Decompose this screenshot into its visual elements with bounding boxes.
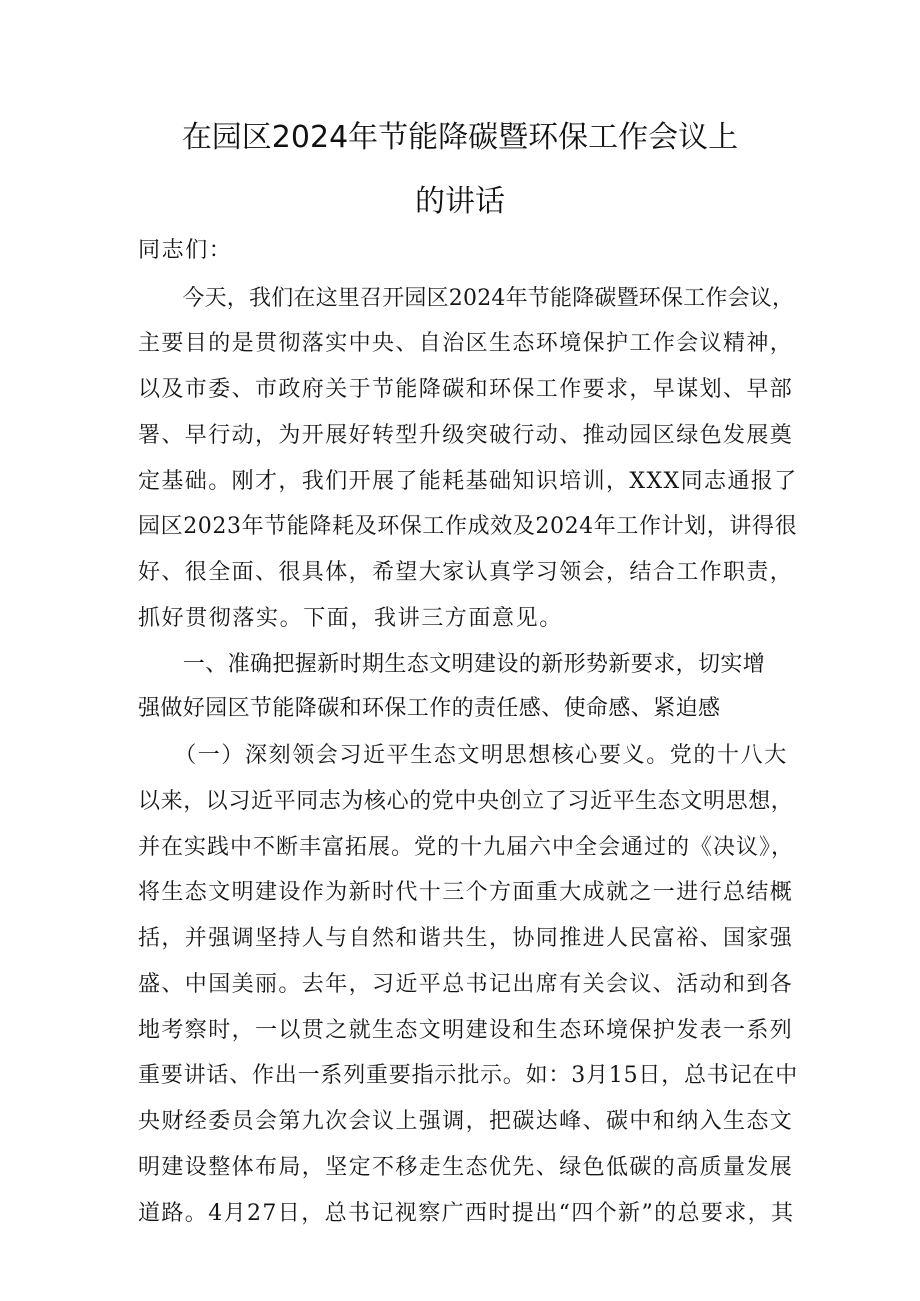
paragraph-line: 好、很全面、很具体，希望大家认真学习领会，结合工作职责， bbox=[138, 560, 794, 585]
paragraph-line: 盛、中国美丽。去年，习近平总书记出席有关会议、活动和到各 bbox=[138, 972, 794, 997]
paragraph-line: 定基础。刚才，我们开展了能耗基础知识培训，XXX同志通报了 bbox=[138, 469, 798, 494]
paragraph-line: 抓好贯彻落实。下面，我讲三方面意见。 bbox=[138, 606, 563, 631]
paragraph-line: 将生态文明建设作为新时代十三个方面重大成就之一进行总结概 bbox=[138, 880, 794, 905]
paragraph-line: 并在实践中不断丰富拓展。党的十九届六中全会通过的《决议》， bbox=[138, 835, 795, 860]
salutation: 同志们： bbox=[138, 238, 233, 263]
paragraph-line: 主要目的是贯彻落实中央、自治区生态环境保护工作会议精神， bbox=[138, 331, 794, 356]
paragraph-line: （一）深刻领会习近平生态文明思想核心要义。党的十八大 bbox=[138, 743, 788, 768]
paragraph-line: 央财经委员会第九次会议上强调，把碳达峰、碳中和纳入生态文 bbox=[138, 1109, 794, 1134]
paragraph-line: 道路。4月27日，总书记视察广西时提出“四个新”的总要求，其 bbox=[138, 1201, 795, 1226]
paragraph-line: 重要讲话、作出一系列重要指示批示。如：3月15日，总书记在中 bbox=[138, 1063, 798, 1088]
document-title-line-1: 在园区2024年节能降碳暨环保工作会议上 bbox=[181, 120, 739, 155]
paragraph-line: 括，并强调坚持人与自然和谐共生，协同推进人民富裕、国家强 bbox=[138, 926, 794, 951]
section-heading-line-2: 强做好园区节能降碳和环保工作的责任感、使命感、紧迫感 bbox=[138, 696, 721, 721]
paragraph-line: 园区2023年节能降耗及环保工作成效及2024年工作计划，讲得很 bbox=[138, 514, 798, 539]
paragraph-line: 明建设整体布局，坚定不移走生态优先、绿色低碳的高质量发展 bbox=[138, 1155, 794, 1180]
paragraph-line: 署、早行动，为开展好转型升级突破行动、推动园区绿色发展奠 bbox=[138, 423, 794, 448]
paragraph-line: 以及市委、市政府关于节能降碳和环保工作要求，早谋划、早部 bbox=[138, 377, 794, 402]
section-heading-line-1: 一、准确把握新时期生态文明建设的新形势新要求，切实增 bbox=[138, 652, 766, 677]
paragraph-line: 以来，以习近平同志为核心的党中央创立了习近平生态文明思想， bbox=[138, 789, 794, 814]
paragraph-line: 地考察时，一以贯之就生态文明建设和生态环境保护发表一系列 bbox=[138, 1018, 794, 1043]
paragraph-line: 今天，我们在这里召开园区2024年节能降碳暨环保工作会议， bbox=[138, 286, 795, 311]
document-title-line-2: 的讲话 bbox=[415, 184, 505, 219]
